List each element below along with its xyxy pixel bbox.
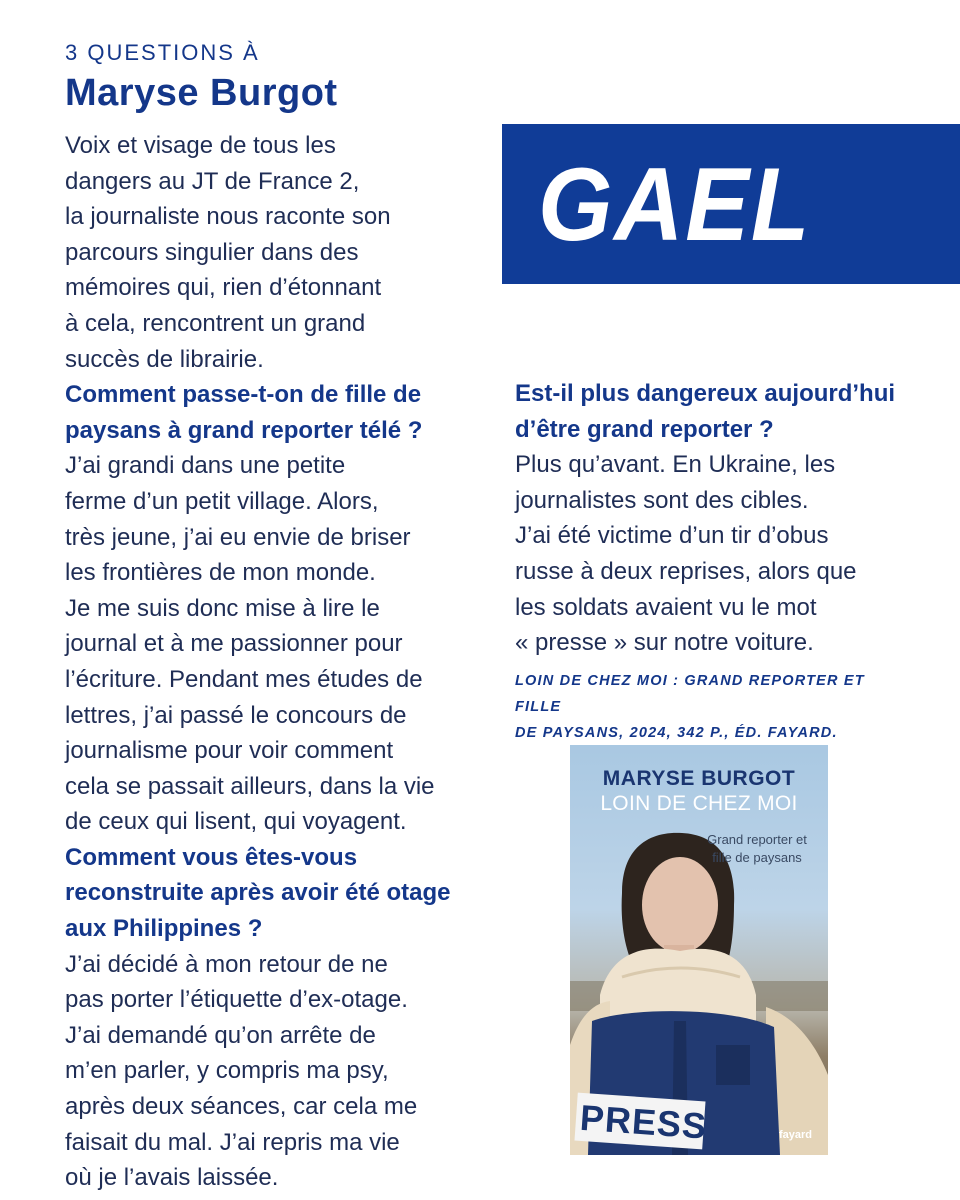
right-column [515,376,935,661]
answer-1: J’ai grandi dans une petite ferme d’un petit village. Alors, très jeune, j’ai eu envie de briser les frontières de mon monde. Je me suis donc mise à lire le journal et à me passionner pour l’écriture. Pendant mes études de lettres, j’ai passé le concours de journalisme pour voir comment cela se passait ailleurs, dans la vie de ceux qui lisent, qui voyagent. [65,452,435,836]
kicker: 3 QUESTIONS À [65,40,260,65]
book-credit: LOIN DE CHEZ MOI : GRAND REPORTER ET FILLE DE PAYSANS, 2024, 342 P., ÉD. FAYARD. [515,673,865,741]
gael-logo-text: GAEL [538,147,812,263]
question-2: Comment vous êtes-vous reconstruite après avoir été otage aux Philippines ? [65,843,451,943]
book-subtitle: Grand reporter et fille de paysans [707,832,807,865]
answer-2: J’ai décidé à mon retour de ne pas porter l’étiquette d’ex-otage. J’ai demandé qu’on arrête de m’en parler, y compris ma psy, après deux séances, car cela me faisait du mal. J’ai repris ma vie où je l’avais laissée. [65,950,418,1192]
question-1: Comment passe-t-on de fille de paysans à grand reporter télé ? [65,381,423,444]
answer-3: Plus qu’avant. En Ukraine, les journalistes sont des cibles. J’ai été victime d’un tir d’obus russe à deux reprises, alors que les soldats avaient vu le mot « presse » sur notre voiture. [515,451,857,657]
gael-logo [502,124,960,284]
press-patch-text: PRESS [578,1096,709,1147]
question-3: Est-il plus dangereux aujourd’hui d’être grand reporter ? [515,380,896,443]
intro-paragraph: Voix et visage de tous les dangers au JT de France 2, la journaliste nous raconte son parcours singulier dans des mémoires qui, rien d’étonnant à cela, rencontrent un grand succès de librairie. [65,132,391,373]
book-cover [570,745,828,1155]
book-author: MARYSE BURGOT [602,767,796,790]
book-title: LOIN DE CHEZ MOI [600,792,798,815]
left-column [65,128,475,1196]
page-title: Maryse Burgot [65,72,338,114]
book-publisher: fayard [778,1129,812,1141]
